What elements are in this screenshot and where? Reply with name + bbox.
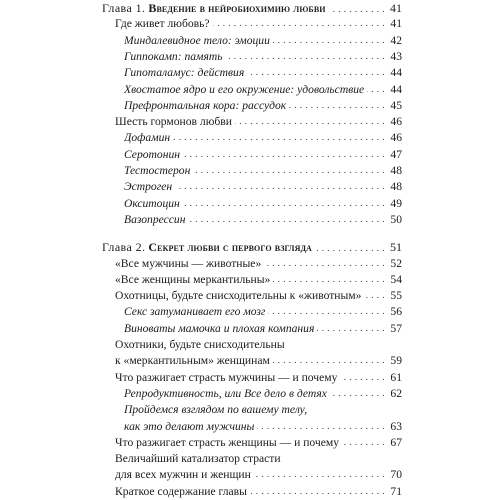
page-number: 56	[390, 305, 402, 319]
page-number: 46	[390, 131, 402, 145]
toc-subentry[interactable]	[124, 305, 402, 318]
entry-title: Вазопрессин	[124, 212, 186, 226]
dot-leader	[235, 117, 385, 129]
page-number: 50	[390, 212, 402, 226]
page-number: 42	[390, 33, 402, 47]
dot-leader	[364, 291, 385, 303]
toc-entry[interactable]	[115, 468, 402, 481]
entry-title: Серотонин	[124, 147, 181, 161]
page-number: 55	[390, 289, 402, 303]
page-number: 63	[390, 419, 402, 433]
dot-leader	[175, 182, 385, 194]
dot-leader	[342, 437, 385, 449]
toc-entry[interactable]	[115, 289, 402, 302]
toc-subentry[interactable]	[124, 83, 402, 96]
entry-title: Хвостатое ядро и его окружение: удовольствие	[124, 82, 365, 96]
toc-entry[interactable]	[115, 354, 402, 367]
entry-title: Репродуктивность, или Все дело в детях	[124, 386, 327, 400]
dot-leader	[340, 372, 385, 384]
dot-leader	[268, 307, 385, 319]
toc-entry[interactable]	[115, 257, 402, 270]
entry-title[interactable]: Пройдемся взглядом по вашему телу,	[124, 403, 308, 417]
entry-title-continued: к «меркантильным» женщинам	[115, 354, 270, 368]
entry-title: Где живет любовь?	[115, 17, 210, 31]
dot-leader	[254, 470, 385, 482]
entry-title: Виноваты мамочка и плохая компания	[124, 321, 315, 335]
dot-leader	[183, 198, 385, 210]
entry-title: Краткое содержание главы	[115, 484, 247, 498]
toc-entry[interactable]	[115, 273, 402, 286]
toc-subentry[interactable]	[124, 131, 402, 144]
toc-subentry[interactable]	[124, 50, 402, 63]
dot-leader	[213, 19, 385, 31]
entry-title: Миндалевидное тело: эмоции	[124, 33, 270, 47]
entry-title: Что разжигает страсть мужчины — и почему	[115, 370, 338, 384]
entry-title: «Все женщины меркантильны»	[115, 272, 271, 286]
entry-title[interactable]: Охотники, будьте снисходительны	[115, 338, 285, 351]
entry-title: «Все мужчины — животные»	[115, 256, 262, 270]
page-number: 46	[390, 115, 402, 129]
toc-subentry[interactable]	[124, 148, 402, 161]
toc-entry[interactable]	[115, 17, 402, 30]
page-number: 70	[390, 468, 402, 482]
page-number: 43	[390, 49, 402, 63]
page-number: 59	[390, 354, 402, 368]
dot-leader	[193, 165, 385, 177]
dot-leader	[273, 274, 385, 286]
dot-leader	[329, 4, 385, 16]
dot-leader	[225, 51, 385, 63]
chapter-title: Введение в нейробиохимию любви	[148, 1, 326, 15]
dot-leader	[367, 84, 385, 96]
toc-subentry[interactable]	[124, 420, 402, 433]
dot-leader	[183, 149, 385, 161]
page-number: 45	[390, 98, 402, 112]
dot-leader	[264, 258, 385, 270]
page-number: 51	[390, 240, 402, 255]
page-number: 48	[390, 180, 402, 194]
toc-entry[interactable]	[115, 485, 402, 498]
dot-leader	[257, 421, 385, 433]
toc-entry[interactable]	[115, 436, 402, 449]
toc-subentry[interactable]	[124, 213, 402, 226]
dot-leader	[273, 35, 385, 47]
page-number: 49	[390, 196, 402, 210]
toc-entry[interactable]	[115, 115, 402, 128]
toc-subentry[interactable]	[124, 180, 402, 193]
page-number: 48	[390, 164, 402, 177]
page-number: 54	[390, 272, 402, 286]
entry-title[interactable]: Величайший катализатор страсти	[115, 452, 281, 466]
entry-title: Префронтальная кора: рассудок	[124, 98, 287, 112]
page-number: 62	[390, 386, 402, 400]
dot-leader	[247, 68, 385, 80]
toc-subentry[interactable]	[124, 99, 402, 112]
page-number: 52	[390, 256, 402, 270]
page-number: 44	[390, 66, 402, 80]
entry-title: Тестостерон	[124, 164, 191, 177]
chapter-heading[interactable]	[102, 1, 402, 16]
dot-leader	[188, 214, 385, 226]
page-number: 61	[390, 370, 402, 384]
entry-title: Эстроген	[124, 180, 173, 194]
toc-subentry[interactable]	[124, 66, 402, 79]
entry-title: Окситоцин	[124, 196, 180, 210]
toc-subentry[interactable]	[124, 322, 402, 335]
entry-title: Гиппокамп: память	[124, 49, 223, 63]
dot-leader	[317, 323, 385, 335]
entry-title: Охотницы, будьте снисходительны к «животным»	[115, 289, 362, 303]
toc-subentry[interactable]	[124, 197, 402, 210]
page-number: 47	[390, 147, 402, 161]
toc-entry[interactable]	[115, 371, 402, 384]
chapter-number: Глава 2.	[102, 240, 146, 255]
entry-title: Гипоталамус: действия	[124, 66, 245, 80]
dot-leader	[250, 486, 385, 498]
entry-title: Что разжигает страсть женщины — и почему	[115, 435, 340, 449]
entry-title-continued: как это делают мужчины	[124, 419, 255, 433]
chapter-number: Глава 1.	[102, 1, 146, 15]
entry-title: Шесть гормонов любви	[115, 115, 232, 129]
page-number: 41	[390, 17, 402, 31]
entry-title-continued: для всех мужчин и женщин	[115, 468, 251, 482]
dot-leader	[315, 243, 385, 255]
chapter-heading[interactable]	[102, 240, 402, 255]
page-number: 41	[390, 1, 402, 15]
dot-leader	[289, 100, 385, 112]
toc-subentry[interactable]	[124, 164, 402, 177]
page-number: 67	[390, 435, 402, 449]
chapter-title: Секрет любви с первого взгляда	[148, 240, 312, 255]
dot-leader	[173, 133, 385, 145]
page-number: 57	[390, 321, 402, 335]
entry-title: Дофамин	[124, 131, 171, 145]
dot-leader	[330, 388, 385, 400]
page-number: 71	[390, 484, 402, 498]
entry-title: Секс затуманивает его мозг	[124, 305, 266, 319]
toc-subentry[interactable]	[124, 34, 402, 47]
page-number: 44	[390, 82, 402, 96]
dot-leader	[273, 356, 385, 368]
toc-subentry[interactable]	[124, 387, 402, 400]
